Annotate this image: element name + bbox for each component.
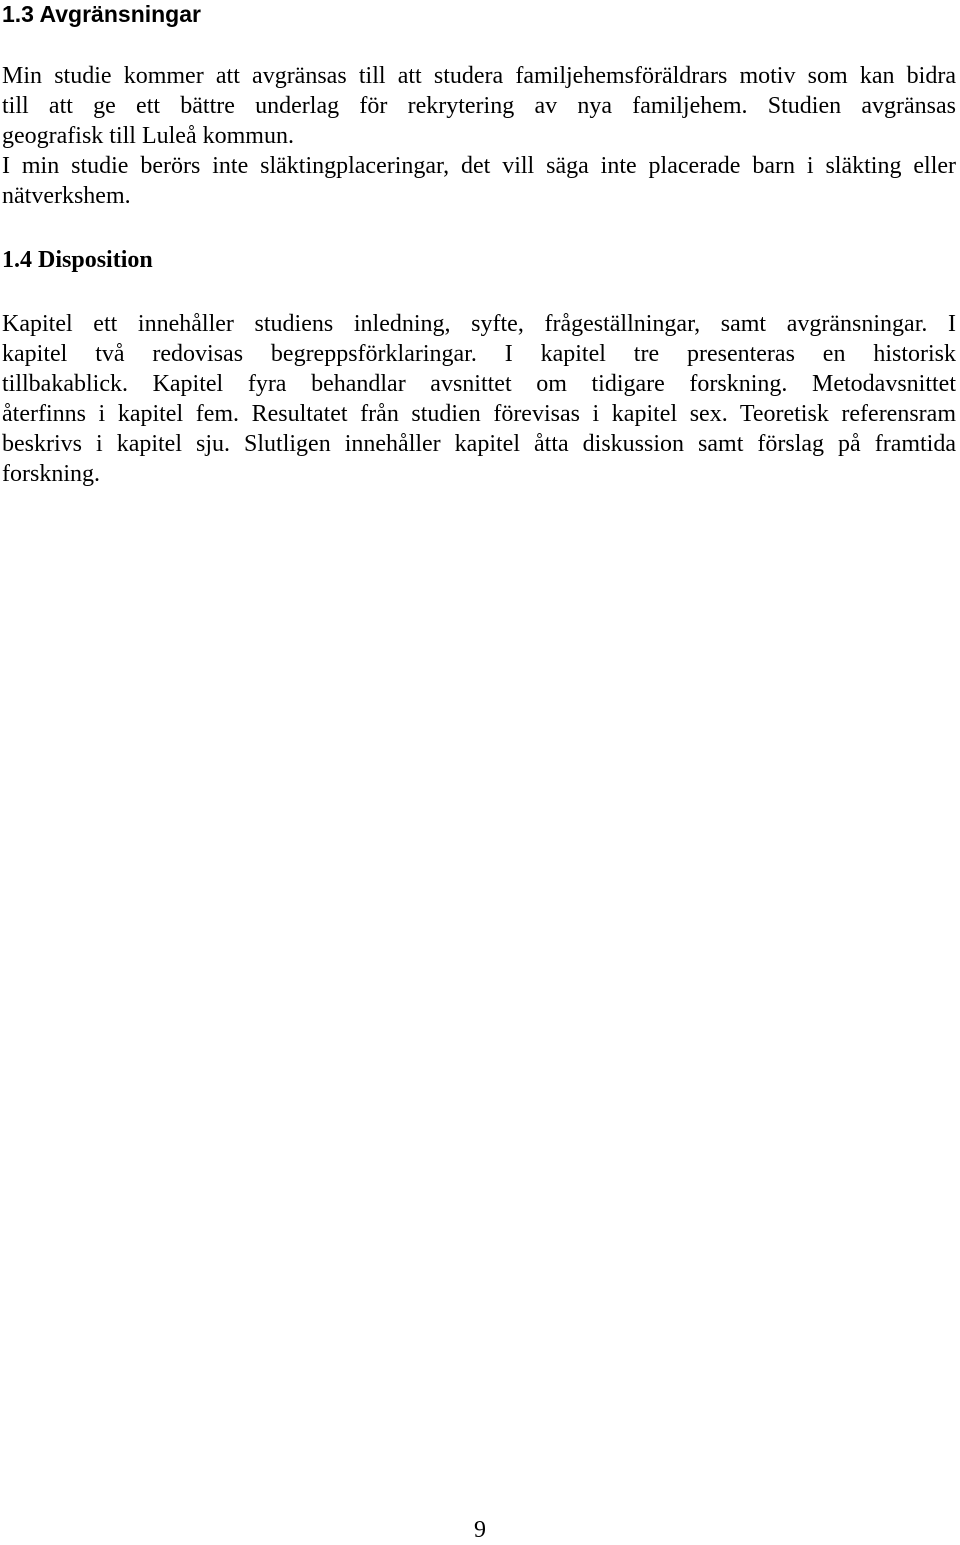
paragraph-avgransning-motiv: [2, 61, 956, 151]
section-heading-disposition: 1.4 Disposition: [2, 247, 153, 273]
text-line: återfinns i kapitel fem. Resultatet från studien förevisas i kapitel sex. Teoretisk referensram: [2, 401, 956, 427]
text-line: Kapitel ett innehåller studiens inledning, syfte, frågeställningar, samt avgränsningar. I: [2, 311, 956, 337]
paragraph-disposition: [2, 309, 956, 489]
text-line: till att ge ett bättre underlag för rekrytering av nya familjehem. Studien avgränsas: [2, 93, 956, 119]
text-line: tillbakablick. Kapitel fyra behandlar avsnittet om tidigare forskning. Metodavsnittet: [2, 371, 956, 397]
section-heading-avgransningar: 1.3 Avgränsningar: [2, 1, 201, 27]
paragraph-avgransning-slakting: [2, 151, 956, 211]
text-line: I min studie berörs inte släktingplaceringar, det vill säga inte placerade barn i släkting eller: [2, 153, 956, 179]
text-line: forskning.: [2, 461, 100, 487]
text-line: nätverkshem.: [2, 183, 131, 209]
text-line: Min studie kommer att avgränsas till att studera familjehemsföräldrars motiv som kan bidra: [2, 63, 956, 89]
text-line: kapitel två redovisas begreppsförklaringar. I kapitel tre presenteras en historisk: [2, 341, 956, 367]
text-line: beskrivs i kapitel sju. Slutligen innehåller kapitel åtta diskussion samt förslag på framtida: [2, 431, 956, 457]
page-number: 9: [474, 1517, 486, 1543]
text-line: geografisk till Luleå kommun.: [2, 123, 294, 149]
